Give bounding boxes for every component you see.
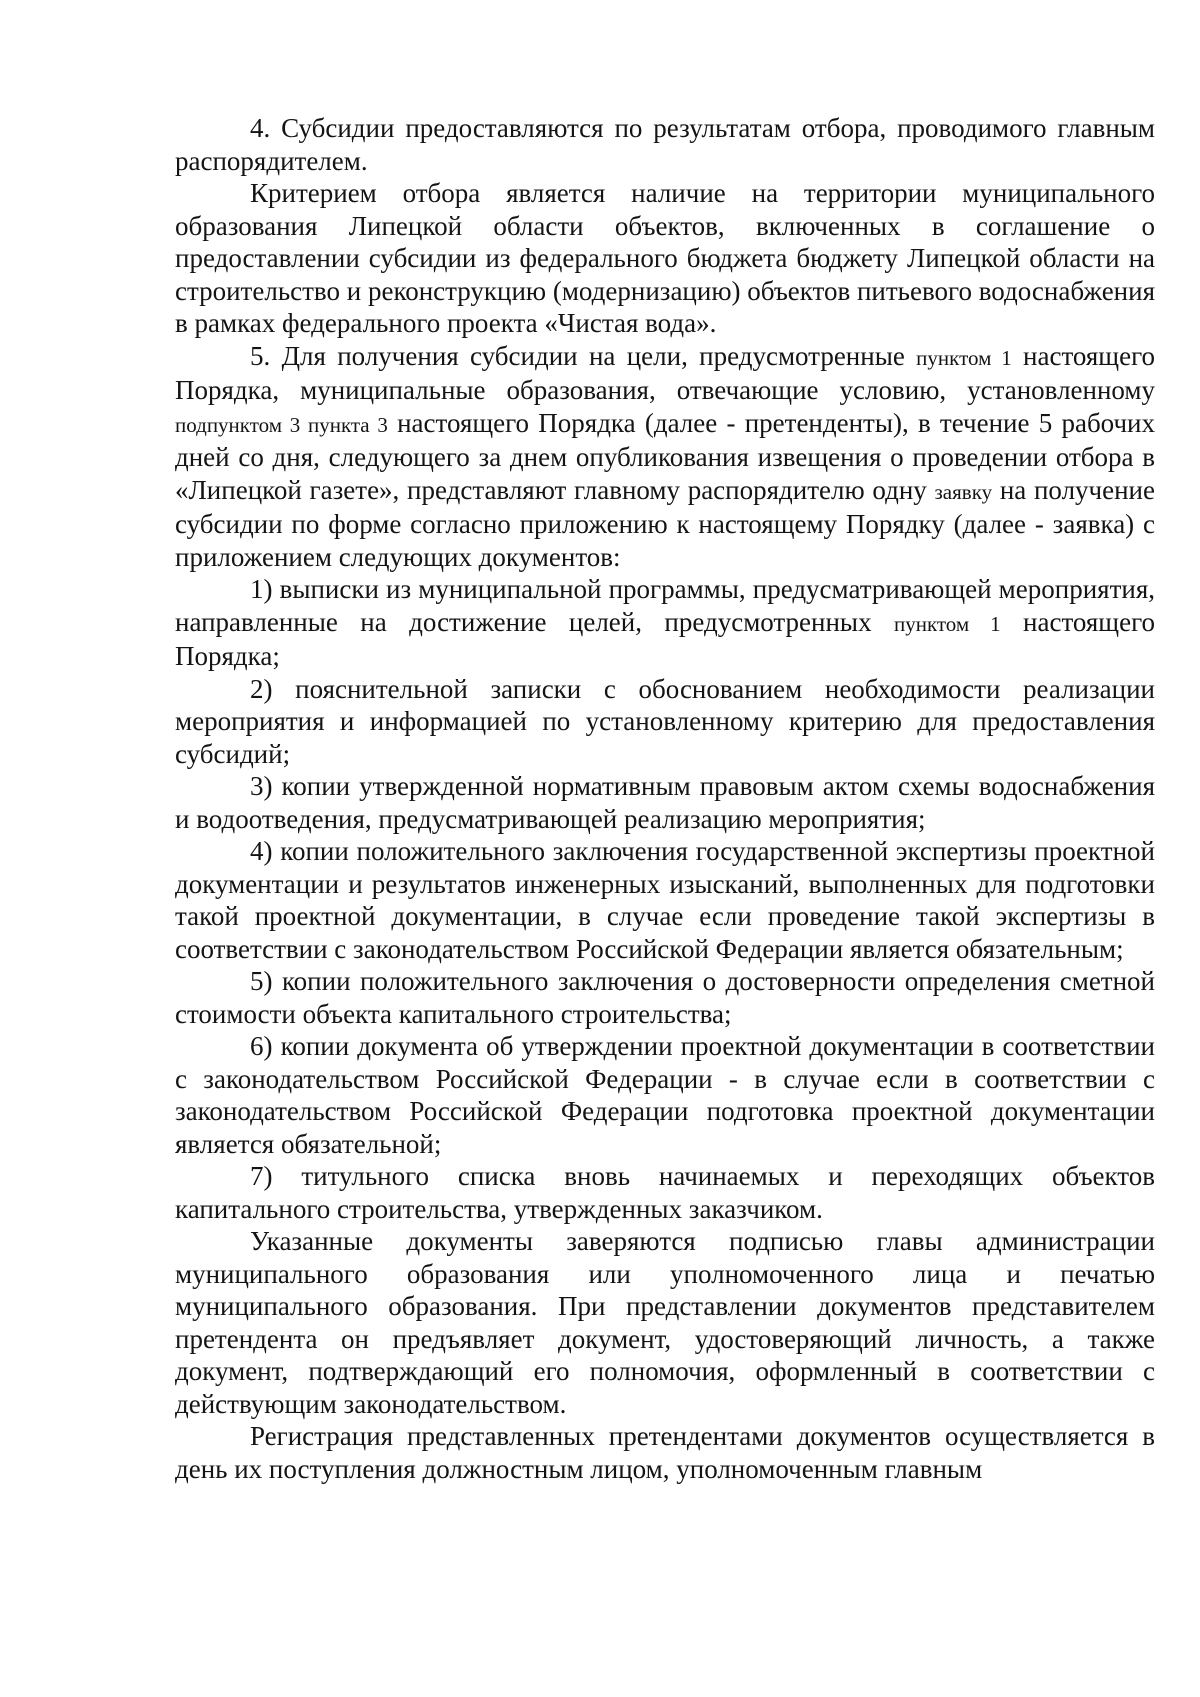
paragraph-criterion: Критерием отбора является наличие на территории муниципального образования Липецкой области объектов, включенных в соглашение о предоставлении субсидии из федерального бюджета бюджету Липецкой области на строительство и реконструкцию (модернизацию) объектов питьевого водоснабжения в рамках федерального проекта «Чистая вода».: [175, 178, 1155, 338]
list-item-4: 4) копии положительного заключения государственной экспертизы проектной документации и результатов инженерных изысканий, выполненных для подготовки такой проектной документации, в случае если проведение такой экспертизы в соответствии с законодательством Российской Федерации является обязательным;: [175, 836, 1155, 964]
paragraph-5-text-a: 5. Для получения субсидии на цели, предусмотренные: [250, 340, 905, 371]
paragraph-certification: Указанные документы заверяются подписью главы администрации муниципального образования или уполномоченного лица и печатью муниципального образования. При представлении документов представителем претендента он предъявляет документ, удостоверяющий личность, а также документ, подтверждающий его полномочия, оформленный в соответствии с действующим законодательством.: [175, 1226, 1155, 1419]
reference-punkt-1: пунктом 1: [916, 345, 1012, 370]
list-item-5: 5) копии положительного заключения о достоверности определения сметной стоимости объекта капитального строительства;: [175, 966, 1155, 1029]
list-item-1-reference: пунктом 1: [894, 611, 1001, 636]
reference-subpunkt-3: подпунктом 3 пункта 3: [175, 412, 388, 437]
list-item-1-text-a: 1) выписки из муниципальной программы, предусматривающей мероприятия, направленные на достижение целей, предусмотренных: [175, 574, 1155, 637]
reference-zayavku: заявку: [934, 479, 993, 504]
list-item-1: [175, 573, 1155, 673]
paragraph-registration: Регистрация представленных претендентами документов осуществляется в день их поступления должностным лицом, уполномоченным главным: [175, 1421, 1155, 1484]
paragraph-5-text-b: настоящего Порядка, муниципальные образования, отвечающие условию, установленному: [175, 340, 1155, 405]
list-item-6: 6) копии документа об утверждении проектной документации в соответствии с законодательством Российской Федерации - в случае если в соответствии с законодательством Российской Федерации подготовка проектной документации является обязательной;: [175, 1031, 1155, 1159]
list-item-3: 3) копии утвержденной нормативным правовым актом схемы водоснабжения и водоотведения, предусматривающей реализацию мероприятия;: [175, 771, 1155, 834]
paragraph-5-text-c: настоящего Порядка (далее - претенденты), в течение 5 рабочих дней со дня, следующего за днем опубликования извещения о проведении отбора в «Липецкой газете», представляют главному распорядителю одну: [175, 407, 1156, 505]
list-item-1-text-b: настоящего Порядка;: [175, 606, 1155, 671]
document-body: [175, 112, 1155, 1485]
paragraph-5-text-d: на получение субсидии по форме согласно приложению к настоящему Порядку (далее - заявка) с приложением следующих документов:: [175, 474, 1155, 572]
paragraph-4: 4. Субсидии предоставляются по результатам отбора, проводимого главным распорядителем.: [175, 113, 1155, 176]
list-item-2: 2) пояснительной записки с обоснованием необходимости реализации мероприятия и информацией по установленному критерию для предоставления субсидий;: [175, 673, 1155, 769]
paragraph-5: [175, 340, 1155, 574]
list-item-7: 7) титульного списка вновь начинаемых и переходящих объектов капитального строительства, утвержденных заказчиком.: [175, 1161, 1155, 1224]
